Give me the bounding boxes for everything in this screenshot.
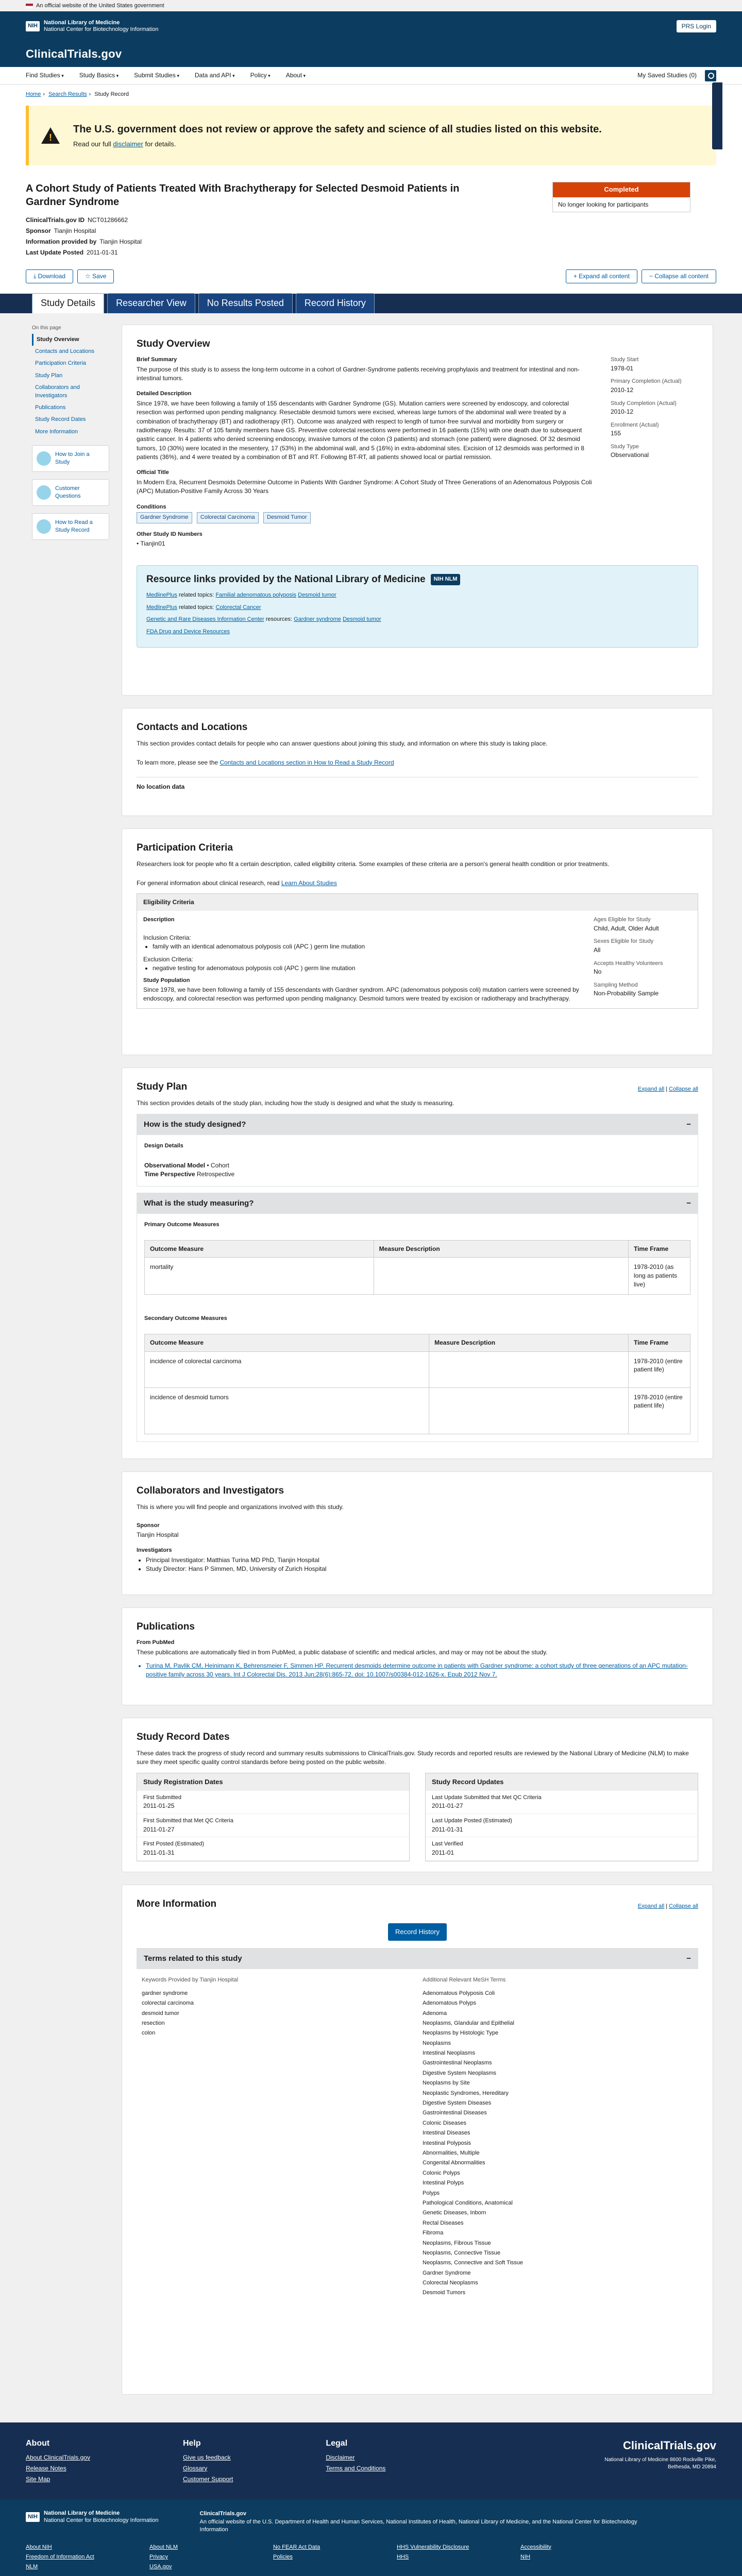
brief-summary: The purpose of this study is to assess the long-term outcome in a cohort of Gardner-Syndrome patients receiving prophylaxis and treatment for intestinal and non-intestinal tumors. — [137, 365, 580, 382]
mesh-term: Digestive System Neoplasms — [423, 2070, 497, 2076]
footer-link[interactable]: HHS — [397, 2553, 409, 2560]
breadcrumb: Home › Search Results › Study Record — [0, 84, 742, 103]
pagenav-collab[interactable]: Collaborators and Investigators — [35, 384, 80, 399]
mesh-term: Polyps — [423, 2190, 440, 2196]
other-id: • Tianjin01 — [137, 540, 165, 548]
contacts-help-link[interactable]: Contacts and Locations section in How to Read a Study Record — [220, 758, 394, 766]
minus-icon: − — [686, 1120, 691, 1129]
gov-banner — [0, 0, 742, 11]
footer-link[interactable]: NIH — [520, 2553, 530, 2560]
mesh-term: Desmoid Tumors — [423, 2290, 466, 2296]
footer-nlm: NIH National Library of Medicine National Center for Biotechnology Information ClinicalTrials.gov An official website of the U.S. Department of Health and Human Services, National Institutes of Health, National Library of Medicine, and the National Center for Biotechnology Information About NIH About NLM No FEAR Act Data HHS Vulnerability Disclosure Accessibility Freedom of Information Act Privacy Policies HHS NIH NLM USA.gov — [0, 2500, 742, 2576]
nav-data-api[interactable]: Data and API ▾ — [195, 71, 235, 80]
save-button[interactable]: ☆ Save — [77, 269, 114, 283]
time-perspective: Retrospective — [196, 1170, 235, 1178]
help-join-study[interactable]: How to Join a Study — [32, 445, 109, 472]
last-update: 2011-01-31 — [87, 248, 118, 256]
more-info-section: More Information Expand all | Collapse all Record History Terms related to this study − Keywords Provided by Tianjin Hospital gardner syndrome colorectal carcinoma desmoid tumor resection colon Additional Relevant MeSH Terms Adenomatous Polyposis Coli Adenomatous Polyps Adenoma Neoplasms, Glandular and Epithelial Neoplasms by Histologic Type Neoplasms Intestinal Neoplasms Gastrointestinal Neoplasms Digestive System Neoplasms Neoplasms by Site Neoplastic Syndromes, Hereditary Digestive System Diseases Gastrointestinal Diseases Colonic Diseases Intestinal Diseases Intestinal Polyposis Abnormalities, Multiple Congenital Abnormalities Colonic Polyps Intestinal Polyps Polyps Pathological Conditions, Anatomical Genetic Diseases, Inborn Rectal Diseases Fibroma Neoplasms, Fibrous Tissue Neoplasms, Connective Tissue Neoplasms, Connective and Soft Tissue Gardner Syndrome Colorectal Neoplasms Desmoid Tumors — [122, 1885, 713, 2395]
mesh-term: Neoplasms, Connective Tissue — [423, 2249, 501, 2256]
plan-section: Study Plan Expand all | Collapse all This section provides details of the study plan, including how the study is designed and what the study is measuring. How is the study designed? − Design Details Observational Model • Cohort Time Perspective Retrospective What is the study measuring? − Primary Outcome Measures Outcome Measure Measure Description Time Frame mortality 1978-2010 (as long as patients live) Secondary Outcome Measures Outcome Measure Measure Description Time Frame incidence of colorectal carcinoma 1978-2010 (entire patient life) incidence of desmoid tumors 1978-2010 (entire patient life) — [122, 1067, 713, 1459]
page-nav: On this page Study Overview Contacts and Locations Participation Criteria Study Plan Collaborators and Investigators Publications Study Record Dates More Information How to Join a Study Customer Questions How to Read a Study Record — [32, 325, 109, 2407]
mesh-term: Fibroma — [423, 2230, 444, 2236]
breadcrumb-search-results[interactable]: Search Results — [48, 91, 87, 97]
mesh-term: Digestive System Diseases — [423, 2100, 492, 2107]
mesh-term: Gardner Syndrome — [423, 2269, 471, 2276]
table-row: incidence of colorectal carcinoma 1978-2010 (entire patient life) — [145, 1351, 690, 1387]
mesh-term: Abnormalities, Multiple — [423, 2150, 480, 2156]
sponsor-value: Tianjin Hospital — [54, 227, 96, 235]
footer-link[interactable]: No FEAR Act Data — [273, 2544, 321, 2550]
nlm-resources: Resource links provided by the National Library of Medicine NIH NLM MedlinePlus related topics: Familial adenomatous polyposis Desmoid tumor MedlinePlus related topics: Colorectal Cancer Genetic and Rare Diseases Information Center resources: Gardner syndrome Desmoid tumor FDA Drug and Device Resources — [137, 565, 698, 648]
footer-nlm-logo[interactable]: NIH National Library of Medicine National Center for Biotechnology Information — [26, 2510, 159, 2523]
footer-link[interactable]: HHS Vulnerability Disclosure — [397, 2544, 469, 2550]
mesh-term: Neoplasms, Glandular and Epithelial — [423, 2020, 514, 2026]
tab-study-details[interactable]: Study Details — [32, 293, 104, 313]
investigator: • Study Director: Hans P Simmen, MD, University of Zurich Hospital — [146, 1565, 698, 1573]
study-tabs — [0, 294, 742, 313]
more-collapse-all[interactable]: Collapse all — [669, 1903, 698, 1910]
detailed-description: Since 1978, we have been following a family of 155 descendants with Gardner Syndrome (GS). Mutation carriers were screened by endoscopy, and colorectal resection was performed upon pending malignancy. Resectable desmoid tumors were excised, whereas large tumors of the abdominal wall were treated by a combination of brachytherapy (BT) and radiotherapy (RT). Outcome was analyzed with respect to length of tumor-free survival and morbidity from surgery or radiotherapy. Results: 37 of 105 family members have GS. Preventive colorectal resections were performed in 16 patients (15%) with one death due to subsequent gastric cancer. In 4 patients who denied screening endoscopy, invasive tumors of the colon (3 patients) and stomach (one patient) were diagnosed. Of 32 desmoid tumors, 10 (30%) were located in the mesentery, 17 (53%) in the abdominal wall, and 5 (16%) in extra-abdominal sites. Excision of 12 desmoids was performed in 8 patients (36%), and 4 were treated by a combination of BT and RT. Following BT-RT, all patients showed local or partial remission. — [137, 399, 584, 461]
dates-section: Study Record Dates These dates track the progress of study record and summary results submissions to ClinicalTrials.gov. Study records and reported results are reviewed by the National Library of Medicine (NLM) to make sure they meet specific quality control standards before being posted on the public website. Study Registration Dates First Submitted 2011-01-25 First Submitted that Met QC Criteria 2011-01-27 First Posted (Estimated) 2011-01-31 Study Record Updates Last Update Submitted that Met QC Criteria 2011-01-27 Last Update Posted (Estimated) 2011-01-31 Last Verified 2011-01 — [122, 1718, 713, 1872]
minus-icon: − — [686, 1198, 691, 1208]
observational-model: Cohort — [210, 1161, 229, 1169]
help-customer-questions[interactable]: Customer Questions — [32, 479, 109, 506]
learn-studies-link[interactable]: Learn About Studies — [281, 879, 337, 887]
mesh-term: Neoplasms, Fibrous Tissue — [423, 2240, 491, 2246]
alert-title: The U.S. government does not review or approve the safety and science of all studies listed on this website. — [73, 124, 602, 135]
header-mid — [0, 41, 742, 67]
primary-outcomes-table: Outcome Measure Measure Description Time Frame mortality 1978-2010 (as long as patients live) — [144, 1240, 690, 1295]
prs-login-button[interactable]: PRS Login — [677, 20, 716, 32]
mesh-term: Neoplasms by Site — [423, 2080, 470, 2087]
condition-chip[interactable]: Gardner Syndrome — [137, 512, 192, 523]
pagenav-pubs[interactable]: Publications — [35, 404, 66, 411]
ctgov-id: NCT01286662 — [88, 216, 128, 224]
inclusion-item: • family with an identical adenomatous polyposis coli (APC ) germ line mutation — [153, 942, 583, 951]
overview-section: Study Overview Brief Summary The purpose of this study is to assess the long-term outcome in a cohort of Gardner-Syndrome patients receiving prophylaxis and treatment for intestinal and non-intestinal tumors. Detailed Description Since 1978, we have been following a family of 155 descendants with Gardner Syndrome (GS). Mutation carriers were screened by endoscopy, and colorectal resection was performed upon pending malignancy. Resectable desmoid tumors were excised, whereas large tumors of the abdominal wall were treated by a combination of brachytherapy (BT) and radiotherapy (RT). Outcome was analyzed with respect to length of tumor-free survival and morbidity from surgery or radiotherapy. Results: 37 of 105 family members have GS. Preventive colorectal resections were performed in 16 patients (15%) with one death due to subsequent gastric cancer. In 4 patients who denied screening endoscopy, invasive tumors of the colon (3 patients) and stomach (one patient) were diagnosed. Of 32 desmoid tumors, 10 (30%) were located in the mesentery, 17 (53%) in the abdominal wall, and 5 (16%) in extra-abdominal sites. Excision of 12 desmoids was performed in 8 patients (36%), and 4 were treated by a combination of BT and RT. Following BT-RT, all patients showed local or partial remission. Official Title In Modern Era, Recurrent Desmoids Determine Outcome in Patients With Gardner Syndrome: A Cohort Study of Three Generations of an Adenomatous Polyposis Coli (APC) Mutation-Positive Family Across 30 Years Conditions Gardner Syndrome Colorectal Carcinoma Desmoid Tumor Other Study ID Numbers • Tianjin01 Study Start 1978-01 Primary Completion (Actual) 2010-12 Study Completion (Actual) 2010-12 Enrollment (Actual) 155 Study Type Observational Resource links provided by the National Library of Medicine NIH NLM MedlinePlus related topics: Familial adenomatous polyposis Desmoid tumor MedlinePlus related topics: Colorectal Cancer Genetic and Rare Diseases Information Center resources: Gardner syndrome Desmoid tumor FDA Drug and Device Resources — [122, 325, 713, 696]
status-badge — [552, 182, 690, 212]
tab-record-history[interactable]: Record History — [296, 293, 375, 313]
footer-main: About About ClinicalTrials.gov Release Notes Site Map Help Give us feedback Glossary Customer Support Legal Disclaimer Terms and Conditions ClinicalTrials.gov National Library of Medicine 8600 Rockville Pike, Bethesda, MD 20894 — [0, 2422, 742, 2500]
feedback-tab[interactable] — [712, 82, 722, 149]
footer-link[interactable]: About NIH — [26, 2544, 52, 2550]
overview-sidebar: Study Start 1978-01 Primary Completion (Actual) 2010-12 Study Completion (Actual) 2010-12 Enrollment (Actual) 155 Study Type Observational — [611, 357, 682, 459]
mesh-term: Neoplasms, Connective and Soft Tissue — [423, 2260, 524, 2266]
footer-brand: ClinicalTrials.gov — [623, 2438, 716, 2452]
mesh-term: Intestinal Neoplasms — [423, 2050, 476, 2057]
study-title: A Cohort Study of Patients Treated With Brachytherapy for Selected Desmoid Patients in Gardner Syndrome — [26, 183, 460, 208]
plan-expand-all[interactable]: Expand all — [637, 1086, 665, 1093]
mesh-term: Gastrointestinal Neoplasms — [423, 2060, 492, 2066]
footer-link[interactable]: Accessibility — [520, 2544, 551, 2550]
contacts-section: Contacts and Locations This section provides contact details for people who can answer questions about joining this study, and information on where this study is taking place. To learn more, please see the Contacts and Locations section in How to Read a Study Record No location data — [122, 708, 713, 816]
nav-study-basics[interactable]: Study Basics ▾ — [79, 71, 119, 80]
mesh-list: Additional Relevant MeSH Terms Adenomatous Polyposis Coli Adenomatous Polyps Adenoma Neoplasms, Glandular and Epithelial Neoplasms by Histologic Type Neoplasms Intestinal Neoplasms Gastrointestinal Neoplasms Digestive System Neoplasms Neoplasms by Site Neoplastic Syndromes, Hereditary Digestive System Diseases Gastrointestinal Diseases Colonic Diseases Intestinal Diseases Intestinal Polyposis Abnormalities, Multiple Congenital Abnormalities Colonic Polyps Intestinal Polyps Polyps Pathological Conditions, Anatomical Genetic Diseases, Inborn Rectal Diseases Fibroma Neoplasms, Fibrous Tissue Neoplasms, Connective Tissue Neoplasms, Connective and Soft Tissue Gardner Syndrome Colorectal Neoplasms Desmoid Tumors — [423, 1975, 693, 2298]
mesh-term: Adenomatous Polyps — [423, 2000, 476, 2007]
org-name: National Library of Medicine — [43, 19, 120, 26]
publications-section: Publications From PubMed These publications are automatically filed in from PubMed, a public database of scientific and medical articles, and may or may not be about the study. • Turina M, Pavlik CM, Heinimann K, Behrensmeier F, Simmen HP. Recurrent desmoids determine outcome in patients with Gardner syndrome: a cohort study of three generations of an APC mutation-positive family across 30 years. Int J Colorectal Dis. 2013 Jun;28(6):865-72. doi: 10.1007/s00384-012-1626-x. Epub 2012 Nov 7. — [122, 1607, 713, 1705]
mesh-term: Neoplasms by Histologic Type — [423, 2030, 499, 2037]
nih-nlm-logo: NIH NLM — [431, 574, 461, 585]
org-sub: National Center for Biotechnology Information — [43, 26, 159, 32]
mesh-term: Adenoma — [423, 2010, 447, 2016]
mesh-term: Neoplastic Syndromes, Hereditary — [423, 2090, 509, 2096]
mesh-term: Intestinal Polyposis — [423, 2140, 471, 2146]
pagenav-more[interactable]: More Information — [35, 428, 78, 435]
disclaimer-alert: ! The U.S. government does not review or approve the safety and science of all studies listed on this website. Read our full disclaimer for details. — [26, 106, 716, 165]
pagenav-criteria[interactable]: Participation Criteria — [35, 360, 87, 367]
document-icon — [37, 519, 51, 534]
keywords-list: Keywords Provided by Tianjin Hospital gardner syndrome colorectal carcinoma desmoid tumor resection colon — [142, 1977, 239, 2037]
official-title: In Modern Era, Recurrent Desmoids Determine Outcome in Patients With Gardner Syndrome: A Cohort Study of Three Generations of an Adenomatous Polyposis Coli (APC) Mutation-Positive Family Across 30 Years — [137, 478, 592, 495]
us-flag-icon — [26, 4, 33, 8]
condition-chip[interactable]: Colorectal Carcinoma — [197, 512, 259, 523]
nlm-logo[interactable] — [26, 20, 159, 33]
pagenav-dates[interactable]: Study Record Dates — [35, 416, 86, 423]
mesh-term: Rectal Diseases — [423, 2219, 464, 2226]
pagenav-overview[interactable]: Study Overview — [32, 334, 109, 346]
collab-section: Collaborators and Investigators This is where you will find people and organizations involved with this study. Sponsor Tianjin Hospital Investigators • Principal Investigator: Matthias Turina MD PhD, Tianjin Hospital • Study Director: Hans P Simmen, MD, University of Zurich Hospital — [122, 1471, 713, 1595]
status-note: No longer looking for participants — [553, 197, 690, 212]
condition-chip[interactable]: Desmoid Tumor — [263, 512, 311, 523]
status-label: Completed — [553, 182, 690, 197]
footer-link[interactable]: Privacy — [149, 2553, 168, 2560]
nav-find-studies[interactable]: Find Studies ▾ — [26, 71, 64, 80]
pagenav-plan[interactable]: Study Plan — [35, 372, 63, 379]
record-updates: Study Record Updates Last Update Submitted that Met QC Criteria 2011-01-27 Last Update Posted (Estimated) 2011-01-31 Last Verified 2011-01 — [425, 1773, 698, 1861]
measure-accordion[interactable]: What is the study measuring? − — [137, 1193, 698, 1214]
mesh-term: Intestinal Diseases — [423, 2130, 470, 2137]
record-history-button[interactable]: Record History — [388, 1923, 447, 1941]
design-accordion[interactable]: How is the study designed? − — [137, 1114, 698, 1135]
footer-link[interactable]: NLM — [26, 2564, 38, 2570]
saved-studies-link[interactable]: My Saved Studies (0) — [637, 72, 697, 79]
people-icon — [37, 451, 51, 466]
mesh-term: Colonic Diseases — [423, 2120, 466, 2126]
site-title[interactable]: ClinicalTrials.gov — [26, 47, 122, 60]
tab-researcher-view[interactable]: Researcher View — [107, 293, 195, 313]
table-row: mortality 1978-2010 (as long as patients live) — [145, 1258, 690, 1294]
mesh-term: Colorectal Neoplasms — [423, 2280, 478, 2286]
mesh-term: Congenital Abnormalities — [423, 2160, 485, 2166]
header-top — [0, 11, 742, 41]
breadcrumb-home[interactable]: Home — [26, 91, 41, 97]
plan-collapse-all[interactable]: Collapse all — [669, 1086, 698, 1093]
mesh-term: Intestinal Polyps — [423, 2180, 464, 2187]
mesh-term: Colonic Polyps — [423, 2170, 460, 2176]
exclusion-item: • negative testing for adenomatous polyposis coli (APC ) germ line mutation — [153, 964, 583, 973]
footer-link[interactable]: USA.gov — [149, 2564, 172, 2570]
download-button[interactable]: ⤓ Download — [26, 269, 73, 283]
collapse-all-button[interactable]: − Collapse all content — [642, 269, 716, 283]
nih-badge: NIH — [26, 21, 40, 31]
footer-link[interactable]: About NLM — [149, 2544, 178, 2550]
study-population: Since 1978, we have been following a family of 155 descendants with Gardner syndrom. APC (adenomatous polyposis coli) mutation carriers were screened by endoscopy, and colorectal resection was performed upon pending malignancy. Desmoid tumors were treated by excision or radiotherapy and brachytherapy. — [143, 986, 579, 1002]
gov-banner-text: An official website of the United States government — [36, 3, 164, 9]
criteria-section: Participation Criteria Researchers look for people who fit a certain description, called eligibility criteria. Some examples of these criteria are a person's general health condition or prior treatments. For general information about clinical research, read Learn About Studies Eligibility Criteria Description Inclusion Criteria: • family with an identical adenomatous polyposis coli (APC ) germ line mutation Exclusion Criteria: • negative testing for adenomatous polyposis coli (APC ) germ line mutation Study Population Since 1978, we have been following a family of 155 descendants with Gardner syndrom. APC (adenomatous polyposis coli) mutation carriers were screened by endoscopy, and colorectal resection was performed upon pending malignancy. Desmoid tumors were treated by excision or radiotherapy and brachytherapy. Ages Eligible for Study Child, Adult, Older Adult Sexes Eligible for Study All Accepts Healthy Volunteers No Sampling Method Non-Probability Sample — [122, 828, 713, 1055]
footer-link[interactable]: Freedom of Information Act — [26, 2553, 94, 2560]
registration-dates: Study Registration Dates First Submitted 2011-01-25 First Submitted that Met QC Criteria 2011-01-27 First Posted (Estimated) 2011-01-31 — [137, 1773, 410, 1861]
mesh-term: Neoplasms — [423, 2040, 451, 2046]
nav-about[interactable]: About ▾ — [286, 71, 306, 80]
mesh-term: Adenomatous Polyposis Coli — [423, 1990, 495, 1996]
terms-accordion[interactable]: Terms related to this study − — [137, 1948, 698, 1969]
table-row: incidence of desmoid tumors 1978-2010 (entire patient life) — [145, 1387, 690, 1434]
help-read-record[interactable]: How to Read a Study Record — [32, 513, 109, 540]
tab-no-results[interactable]: No Results Posted — [198, 293, 293, 313]
mesh-term: Gastrointestinal Diseases — [423, 2110, 487, 2116]
nav-submit-studies[interactable]: Submit Studies ▾ — [134, 71, 179, 80]
investigator: • Principal Investigator: Matthias Turina MD PhD, Tianjin Hospital — [146, 1556, 698, 1565]
more-expand-all[interactable]: Expand all — [637, 1903, 665, 1910]
eligibility-box: Eligibility Criteria Description Inclusion Criteria: • family with an identical adenomatous polyposis coli (APC ) germ line mutation Exclusion Criteria: • negative testing for adenomatous polyposis coli (APC ) germ line mutation Study Population Since 1978, we have been following a family of 155 descendants with Gardner syndrom. APC (adenomatous polyposis coli) mutation carriers were screened by endoscopy, and colorectal resection was performed upon pending malignancy. Desmoid tumors were treated by excision or radiotherapy and brachytherapy. Ages Eligible for Study Child, Adult, Older Adult Sexes Eligible for Study All Accepts Healthy Volunteers No Sampling Method Non-Probability Sample — [137, 893, 698, 1009]
question-icon — [37, 485, 51, 500]
warning-icon — [41, 127, 60, 144]
collab-sponsor: Tianjin Hospital — [137, 1531, 179, 1538]
info-provider: Tianjin Hospital — [99, 238, 142, 245]
main-nav — [0, 67, 742, 84]
expand-all-button[interactable]: + Expand all content — [566, 269, 637, 283]
breadcrumb-current: Study Record — [94, 91, 129, 97]
mesh-term: Genetic Diseases, Inborn — [423, 2210, 486, 2216]
search-icon[interactable] — [705, 70, 716, 81]
mesh-term: Pathological Conditions, Anatomical — [423, 2199, 513, 2206]
pagenav-contacts[interactable]: Contacts and Locations — [35, 348, 94, 354]
disclaimer-link[interactable]: disclaimer — [113, 140, 143, 148]
secondary-outcomes-table: Outcome Measure Measure Description Time Frame incidence of colorectal carcinoma 1978-2010 (entire patient life) incidence of desmoid tumors 1978-2010 (entire patient life) — [144, 1334, 690, 1434]
publication-link[interactable]: • Turina M, Pavlik CM, Heinimann K, Behrensmeier F, Simmen HP. Recurrent desmoids determine outcome in patients with Gardner syndrome: a cohort study of three generations of an APC mutation-positive family across 30 years. Int J Colorectal Dis. 2013 Jun;28(6):865-72. doi: 10.1007/s00384-012-1626-x. Epub 2012 Nov 7. — [146, 1662, 698, 1679]
minus-icon: − — [686, 1954, 691, 1963]
footer-link[interactable]: Policies — [273, 2553, 293, 2560]
nav-policy[interactable]: Policy ▾ — [250, 71, 271, 80]
